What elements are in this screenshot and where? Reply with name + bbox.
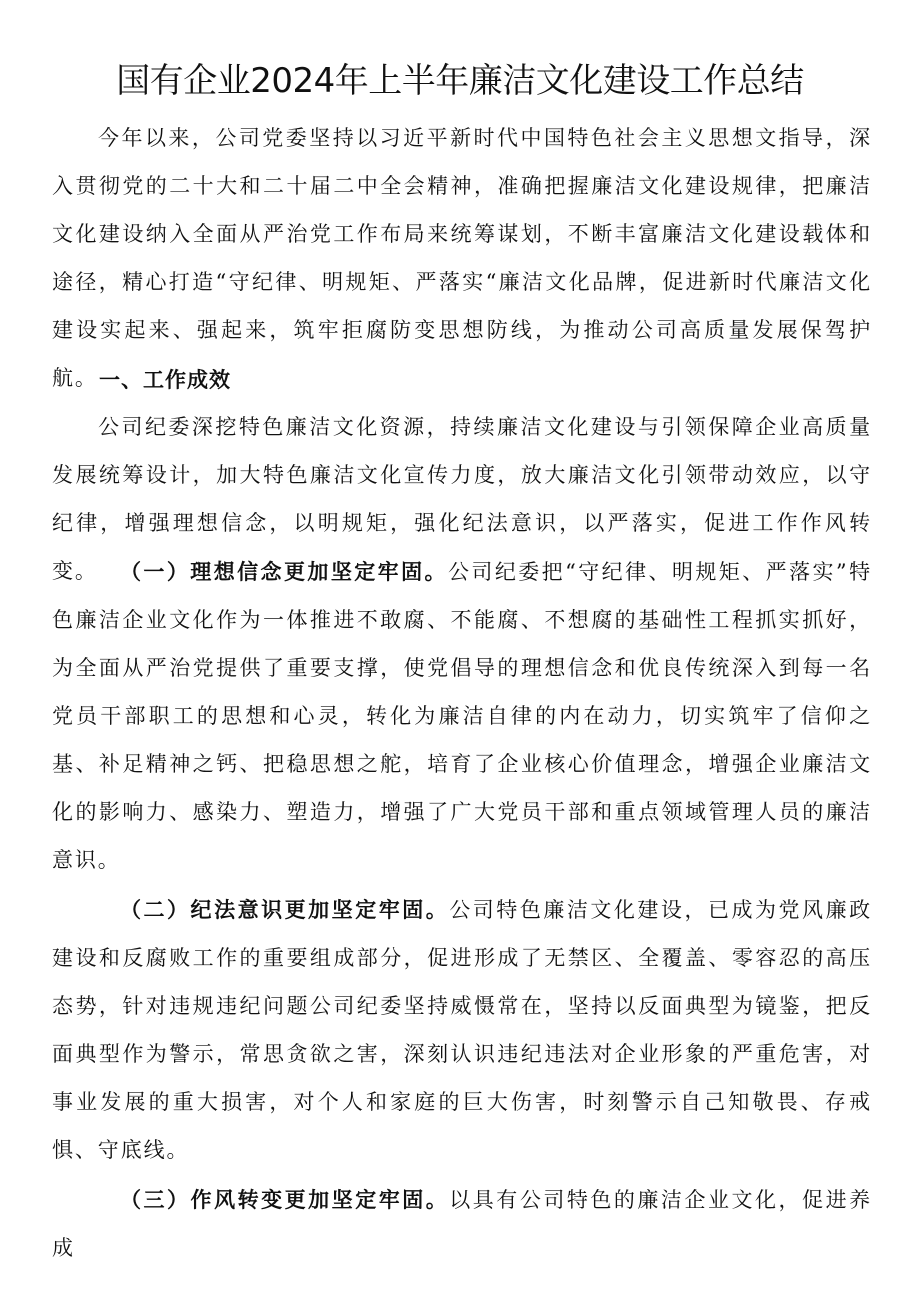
item-lead-3: （三）作风转变更加坚定牢固。 [120,1188,450,1212]
document-title: 国有企业2024年上半年廉洁文化建设工作总结 [116,61,804,101]
item-text-2: 公司特色廉洁文化建设，已成为党风廉政建设和反腐败工作的重要组成部分，促进形成了无禁区、全覆盖、零容忍的高压态势，针对违规违纪问题公司纪委坚持威慑常在，坚持以反面典型为镜鉴，把反面典型作为警示，常思贪欲之害，深刻认识违纪违法对企业形象的严重危害，对事业发展的重大损害，对个人和家庭的巨大伤害，时刻警示自己知敬畏、存戒惧、守底线。 [52,898,872,1162]
intro-paragraph: 今年以来，公司党委坚持以习近平新时代中国特色社会主义思想文指导，深入贯彻党的二十大和二十届二中全会精神，准确把握廉洁文化建设规律，把廉洁文化建设纳入全面从严治党工作布局来统筹谋划，不断丰富廉洁文化建设载体和途径，精心打造“守纪律、明规矩、严落实“廉洁文化品牌，促进新时代廉洁文化建设实起来、强起来，筑牢拒腐防变思想防线，为推动公司高质量发展保驾护航。 [52,126,872,390]
item-lead-1: （一）理想信念更加坚定牢固。 [120,560,448,584]
item-lead-2: （二）纪法意识更加坚定牢固。 [120,898,450,922]
item-paragraph-3 [52,1176,872,1272]
section-intro-paragraph: 公司纪委深挖特色廉洁文化资源，持续廉洁文化建设与引领保障企业高质量发展统筹设计，加大特色廉洁文化宣传力度，放大廉洁文化引领带动效应，以守纪律，增强理想信念，以明规矩，强化纪法意识，以严落实，促进工作作风转变。 [52,415,872,583]
item-text-3: 以具有公司特色的廉洁企业文化，促进养成 [52,1188,872,1260]
item-text-1: 公司纪委把“守纪律、明规矩、严落实”特色廉洁企业文化作为一体推进不敢腐、不能腐、不想腐的基础性工程抓实抓好，为全面从严治党提供了重要支撑，使党倡导的理想信念和优良传统深入到每一名党员干部职工的思想和心灵，转化为廉洁自律的内在动力，切实筑牢了信仰之基、补足精神之钙、把稳思想之舵，培育了企业核心价值理念，增强企业廉洁文化的影响力、感染力、塑造力，增强了广大党员干部和重点领域管理人员的廉洁意识。 [52,560,872,872]
item-paragraph-1 [52,548,872,884]
section-heading-achievements: 一、工作成效 [99,368,231,392]
item-paragraph-2 [52,886,872,1174]
